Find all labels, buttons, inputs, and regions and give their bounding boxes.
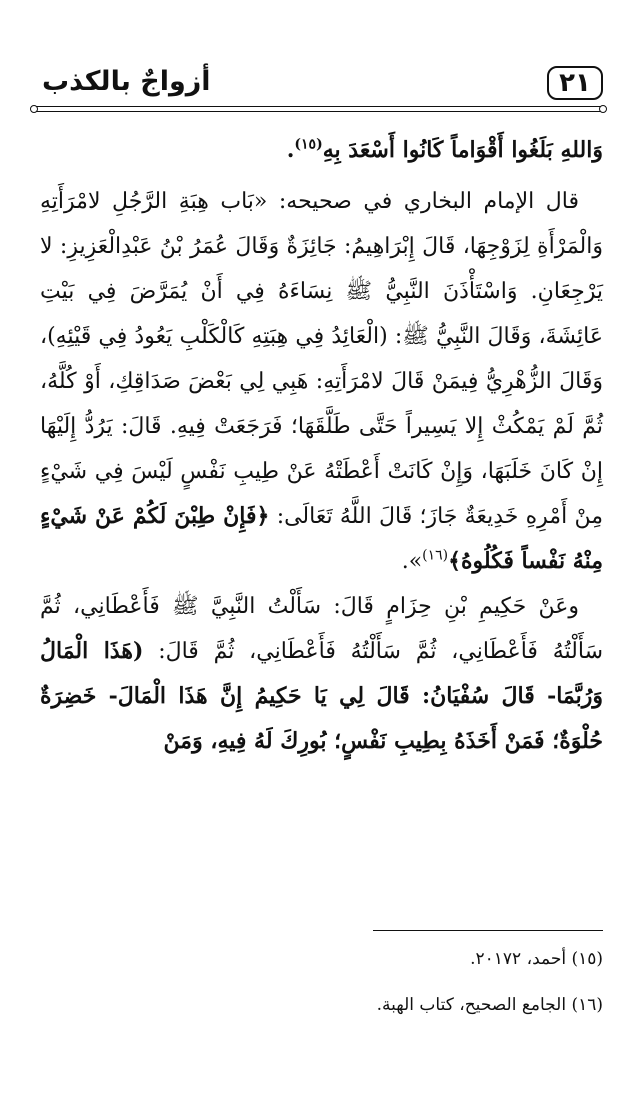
footnote-16: (١٦) الجامع الصحيح، كتاب الهبة.: [376, 995, 603, 1015]
hadith-quote: (هَذَا الْمَالُ وَرُبَّمَا- قَالَ سُفْيَانُ: قَالَ لِي يَا حَكِيمُ إِنَّ هَذَا الْمَالَ- خَضِرَةٌ حُلْوَةٌ؛ فَمَنْ أَخَذَهُ بِطِيبِ نَفْسٍ؛ بُورِكَ لَهُ فِيهِ، وَمَنْ: [40, 638, 603, 754]
footnote-15: (١٥) أحمد، ٢٠١٧٢.: [470, 949, 603, 969]
paragraph-3: [40, 584, 603, 764]
header-rule: [34, 106, 603, 112]
paragraph-2-end: ».: [401, 549, 423, 574]
paragraph-2: [40, 179, 603, 584]
footnotes: [40, 948, 603, 1040]
paragraph-3-text: وعَنْ حَكِيمِ بْنِ حِزَامٍ قَالَ: سَأَلْتُ النَّبِيَّ ﷺ فَأَعْطَانِي، ثُمَّ سَأَلْتُهُ فَأَعْطَانِي، ثُمَّ سَأَلْتُهُ فَأَعْطَانِي، ثُمَّ قَالَ:: [40, 594, 604, 664]
page-number: ٢١: [547, 66, 603, 100]
running-title: أزواجٌ بالكذب: [42, 66, 211, 97]
footnote-divider: [373, 930, 603, 931]
paragraph-1-text: وَاللهِ بَلَغُوا أَقْوَاماً كَانُوا أَسْعَدَ بِهِ: [322, 137, 603, 163]
paragraph-1: [40, 128, 603, 173]
paragraph-1-end: .: [286, 137, 295, 163]
paragraph-2-text: قال الإمام البخاري في صحيحه: «بَاب هِبَةِ الرَّجُلِ لامْرَأَتِهِ وَالْمَرْأَةِ لِزَوْجِهَا، قَالَ إِبْرَاهِيمُ: جَائِزَةٌ وَقَالَ عُمَرُ بْنُ عَبْدِالْعَزِيزِ: لا يَرْجِعَانِ. وَاسْتَأْذَنَ النَّبِيُّ ﷺ نِسَاءَهُ فِي أَنْ يُمَرَّضَ فِي بَيْتِ عَائِشَةَ، وَقَالَ النَّبِيُّ ﷺ: (الْعَائِدُ فِي هِبَتِهِ كَالْكَلْبِ يَعُودُ فِي قَيْئِهِ)، وَقَالَ الزُّهْرِيُّ فِيمَنْ قَالَ لامْرَأَتِهِ: هَبِي لِي بَعْضَ صَدَاقِكِ، أَوْ كُلَّهُ، ثُمَّ لَمْ يَمْكُثْ إِلا يَسِيراً حَتَّى طَلَّقَهَا؛ فَرَجَعَتْ فِيهِ. قَالَ: يَرُدُّ إِلَيْهَا إِنْ كَانَ خَلَبَهَا، وَإِنْ كَانَتْ أَعْطَتْهُ عَنْ طِيبِ نَفْسٍ لَيْسَ فِي شَيْءٍ مِنْ أَمْرِهِ خَدِيعَةٌ جَازَ؛ قَالَ اللَّهُ تَعَالَى:: [40, 189, 603, 529]
main-text: [40, 128, 603, 764]
page-header: [34, 62, 603, 110]
footnote-ref-16: (١٦): [422, 547, 449, 564]
quran-verse: ﴿فَإِنْ طِبْنَ لَكُمْ عَنْ شَيْءٍ مِنْهُ نَفْساً فَكُلُوهُ﴾: [40, 503, 603, 574]
footnote-ref-15: (١٥): [294, 136, 323, 153]
